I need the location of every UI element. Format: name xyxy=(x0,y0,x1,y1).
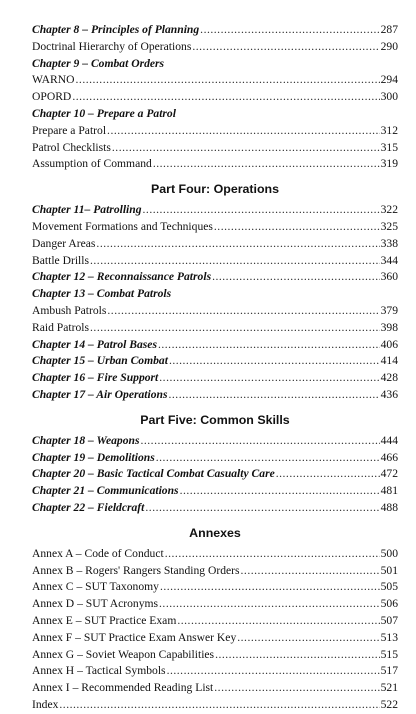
toc-entry-page: 517 xyxy=(380,664,398,678)
toc-entry[interactable] xyxy=(32,236,398,253)
toc-entry-page: 500 xyxy=(380,546,398,560)
toc-entry-label: Annex D – SUT Acronyms xyxy=(32,597,159,611)
dot-leader xyxy=(237,630,379,647)
toc-entry[interactable] xyxy=(32,663,398,680)
toc-entry-page: 505 xyxy=(380,580,398,594)
toc-entry[interactable] xyxy=(32,387,398,404)
toc-entry-page: 436 xyxy=(380,387,398,401)
toc-entry-label: WARNO xyxy=(32,73,75,87)
toc-entry-page: 522 xyxy=(380,697,398,711)
dot-leader xyxy=(180,483,380,500)
toc-entry-label: Annex C – SUT Taxonomy xyxy=(32,580,159,594)
toc-entry-label: Assumption of Command xyxy=(32,157,152,171)
toc-entry[interactable] xyxy=(32,106,398,123)
dot-leader xyxy=(165,546,380,563)
toc-entry[interactable] xyxy=(32,72,398,89)
toc-entry-page: 344 xyxy=(380,253,398,267)
toc-entry-page: 360 xyxy=(380,270,398,284)
toc-entry-page: 300 xyxy=(380,90,398,104)
toc-entry-label: Chapter 21 – Communications xyxy=(32,484,179,498)
toc-entry-label: Chapter 18 – Weapons xyxy=(32,433,140,447)
dot-leader xyxy=(177,613,379,630)
dot-leader xyxy=(145,500,379,517)
toc-entry-page: 294 xyxy=(380,73,398,87)
toc-entry-page: 287 xyxy=(380,23,398,36)
toc-entry[interactable] xyxy=(32,500,398,517)
dot-leader xyxy=(169,387,380,404)
dot-leader xyxy=(159,596,380,613)
dot-leader xyxy=(107,303,379,320)
toc-entry-label: Index xyxy=(32,697,59,711)
toc-entry-page: 488 xyxy=(380,500,398,514)
toc-entry-page: 414 xyxy=(380,354,398,368)
toc-entry-label: Patrol Checklists xyxy=(32,140,111,154)
toc-entry-label: Annex I – Recommended Reading List xyxy=(32,681,214,695)
toc-entry[interactable] xyxy=(32,370,398,387)
toc-entry-label: Annex A – Code of Conduct xyxy=(32,546,164,560)
toc-entry-page: 406 xyxy=(380,337,398,351)
dot-leader xyxy=(59,697,379,714)
toc-entry-label: Chapter 9 – Combat Orders xyxy=(32,56,165,70)
toc-entry-label: Annex B – Rogers' Rangers Standing Orders xyxy=(32,563,240,577)
toc-entry-page: 513 xyxy=(380,630,398,644)
toc-entry-page: 322 xyxy=(380,203,398,217)
toc-entry-label: Chapter 16 – Fire Support xyxy=(32,371,159,385)
toc-entry[interactable] xyxy=(32,123,398,140)
dot-leader xyxy=(212,269,380,286)
toc-entry-page: 319 xyxy=(380,157,398,171)
dot-leader xyxy=(160,579,380,596)
toc-entry-page: 398 xyxy=(380,320,398,334)
dot-leader xyxy=(90,253,380,270)
toc-entry[interactable] xyxy=(32,253,398,270)
dot-leader xyxy=(90,320,380,337)
part-heading: Part Four: Operations xyxy=(150,182,280,197)
toc-entry[interactable] xyxy=(32,680,398,697)
toc-entry[interactable] xyxy=(32,353,398,370)
dot-leader xyxy=(72,89,379,106)
toc-entry-label: Movement Formations and Techniques xyxy=(32,219,213,233)
toc-entry-label: Chapter 22 – Fieldcraft xyxy=(32,500,145,514)
toc-entry[interactable] xyxy=(32,320,398,337)
toc-entry-page: 325 xyxy=(380,219,398,233)
toc-entry-page: 466 xyxy=(380,450,398,464)
toc-entry-label: Battle Drills xyxy=(32,253,89,267)
dot-leader xyxy=(140,433,379,450)
toc-entry[interactable] xyxy=(32,219,398,236)
toc-entry-label: Chapter 8 – Principles of Planning xyxy=(32,23,200,36)
part-heading: Part Five: Common Skills xyxy=(140,412,290,427)
toc-entry-label: Raid Patrols xyxy=(32,320,90,334)
dot-leader xyxy=(200,22,379,39)
toc-entry-label: Annex H – Tactical Symbols xyxy=(32,664,166,678)
toc-entry-label: Danger Areas xyxy=(32,236,96,250)
toc-entry[interactable] xyxy=(32,286,398,303)
toc-entry-label: Chapter 12 – Reconnaissance Patrols xyxy=(32,270,212,284)
toc-entry-page: 472 xyxy=(380,467,398,481)
toc-entry-page: 428 xyxy=(380,371,398,385)
toc-entry-page: 444 xyxy=(380,433,398,447)
toc-entry-page: 521 xyxy=(380,681,398,695)
toc-entry-page: 501 xyxy=(380,563,398,577)
toc-entry-page: 507 xyxy=(380,613,398,627)
toc-entry-label: Doctrinal Hierarchy of Operations xyxy=(32,39,192,53)
dot-leader xyxy=(159,370,379,387)
toc-entry-label: Chapter 17 – Air Operations xyxy=(32,387,168,401)
toc-entry-page: 338 xyxy=(380,236,398,250)
toc-entry[interactable] xyxy=(32,579,398,596)
toc-entry[interactable] xyxy=(32,647,398,664)
toc-entry-label: Chapter 11– Patrolling xyxy=(32,203,142,217)
toc-entry-label: Annex E – SUT Practice Exam xyxy=(32,613,177,627)
toc-entry-label: Annex G – Soviet Weapon Capabilities xyxy=(32,647,215,661)
toc-entry[interactable] xyxy=(32,613,398,630)
dot-leader xyxy=(96,236,379,253)
toc-entry-page: 290 xyxy=(380,39,398,53)
toc-entry[interactable] xyxy=(32,303,398,320)
toc-entry[interactable] xyxy=(32,202,398,219)
dot-leader xyxy=(169,353,380,370)
toc-entry-page: 481 xyxy=(380,484,398,498)
dot-leader xyxy=(276,466,380,483)
toc-entry-page: 379 xyxy=(380,303,398,317)
toc-entry[interactable] xyxy=(32,483,398,500)
toc-entry-page: 312 xyxy=(380,123,398,137)
toc-entry-label: Chapter 20 – Basic Tactical Combat Casualty Care xyxy=(32,467,275,481)
table-of-contents xyxy=(32,22,398,714)
toc-entry-label: Prepare a Patrol xyxy=(32,123,107,137)
toc-entry-label: Chapter 10 – Prepare a Patrol xyxy=(32,106,176,120)
toc-entry[interactable] xyxy=(32,140,398,157)
toc-entry-label: Ambush Patrols xyxy=(32,303,107,317)
toc-entry-label: Chapter 14 – Patrol Bases xyxy=(32,337,157,351)
toc-entry-label: Chapter 19 – Demolitions xyxy=(32,450,155,464)
toc-entry[interactable] xyxy=(32,89,398,106)
toc-entry[interactable] xyxy=(32,433,398,450)
toc-entry-page: 315 xyxy=(380,140,398,154)
toc-entry[interactable] xyxy=(32,697,398,714)
dot-leader xyxy=(153,156,380,173)
toc-entry-label: Annex F – SUT Practice Exam Answer Key xyxy=(32,630,237,644)
toc-entry-page: 515 xyxy=(380,647,398,661)
toc-entry[interactable] xyxy=(32,39,398,56)
toc-entry-page: 506 xyxy=(380,597,398,611)
toc-entry[interactable] xyxy=(32,546,398,563)
toc-entry-label: Chapter 13 – Combat Patrols xyxy=(32,287,172,301)
dot-leader xyxy=(112,140,380,157)
dot-leader xyxy=(167,663,380,680)
toc-entry[interactable] xyxy=(32,466,398,483)
toc-entry[interactable] xyxy=(32,337,398,354)
toc-entry[interactable] xyxy=(32,156,398,173)
toc-entry[interactable] xyxy=(32,22,398,39)
dot-leader xyxy=(214,680,379,697)
toc-entry-label: OPORD xyxy=(32,90,72,104)
dot-leader xyxy=(143,202,380,219)
toc-entry[interactable] xyxy=(32,596,398,613)
toc-entry[interactable] xyxy=(32,563,398,580)
dot-leader xyxy=(156,450,380,467)
toc-entry-label: Chapter 15 – Urban Combat xyxy=(32,354,168,368)
dot-leader xyxy=(214,219,380,236)
dot-leader xyxy=(192,39,379,56)
toc-entry[interactable] xyxy=(32,56,398,73)
dot-leader xyxy=(107,123,380,140)
toc-entry[interactable] xyxy=(32,630,398,647)
dot-leader xyxy=(215,647,380,664)
dot-leader xyxy=(158,337,380,354)
dot-leader xyxy=(241,563,380,580)
toc-entry[interactable] xyxy=(32,269,398,286)
part-heading: Annexes xyxy=(189,525,241,540)
dot-leader xyxy=(76,72,380,89)
toc-entry[interactable] xyxy=(32,450,398,467)
